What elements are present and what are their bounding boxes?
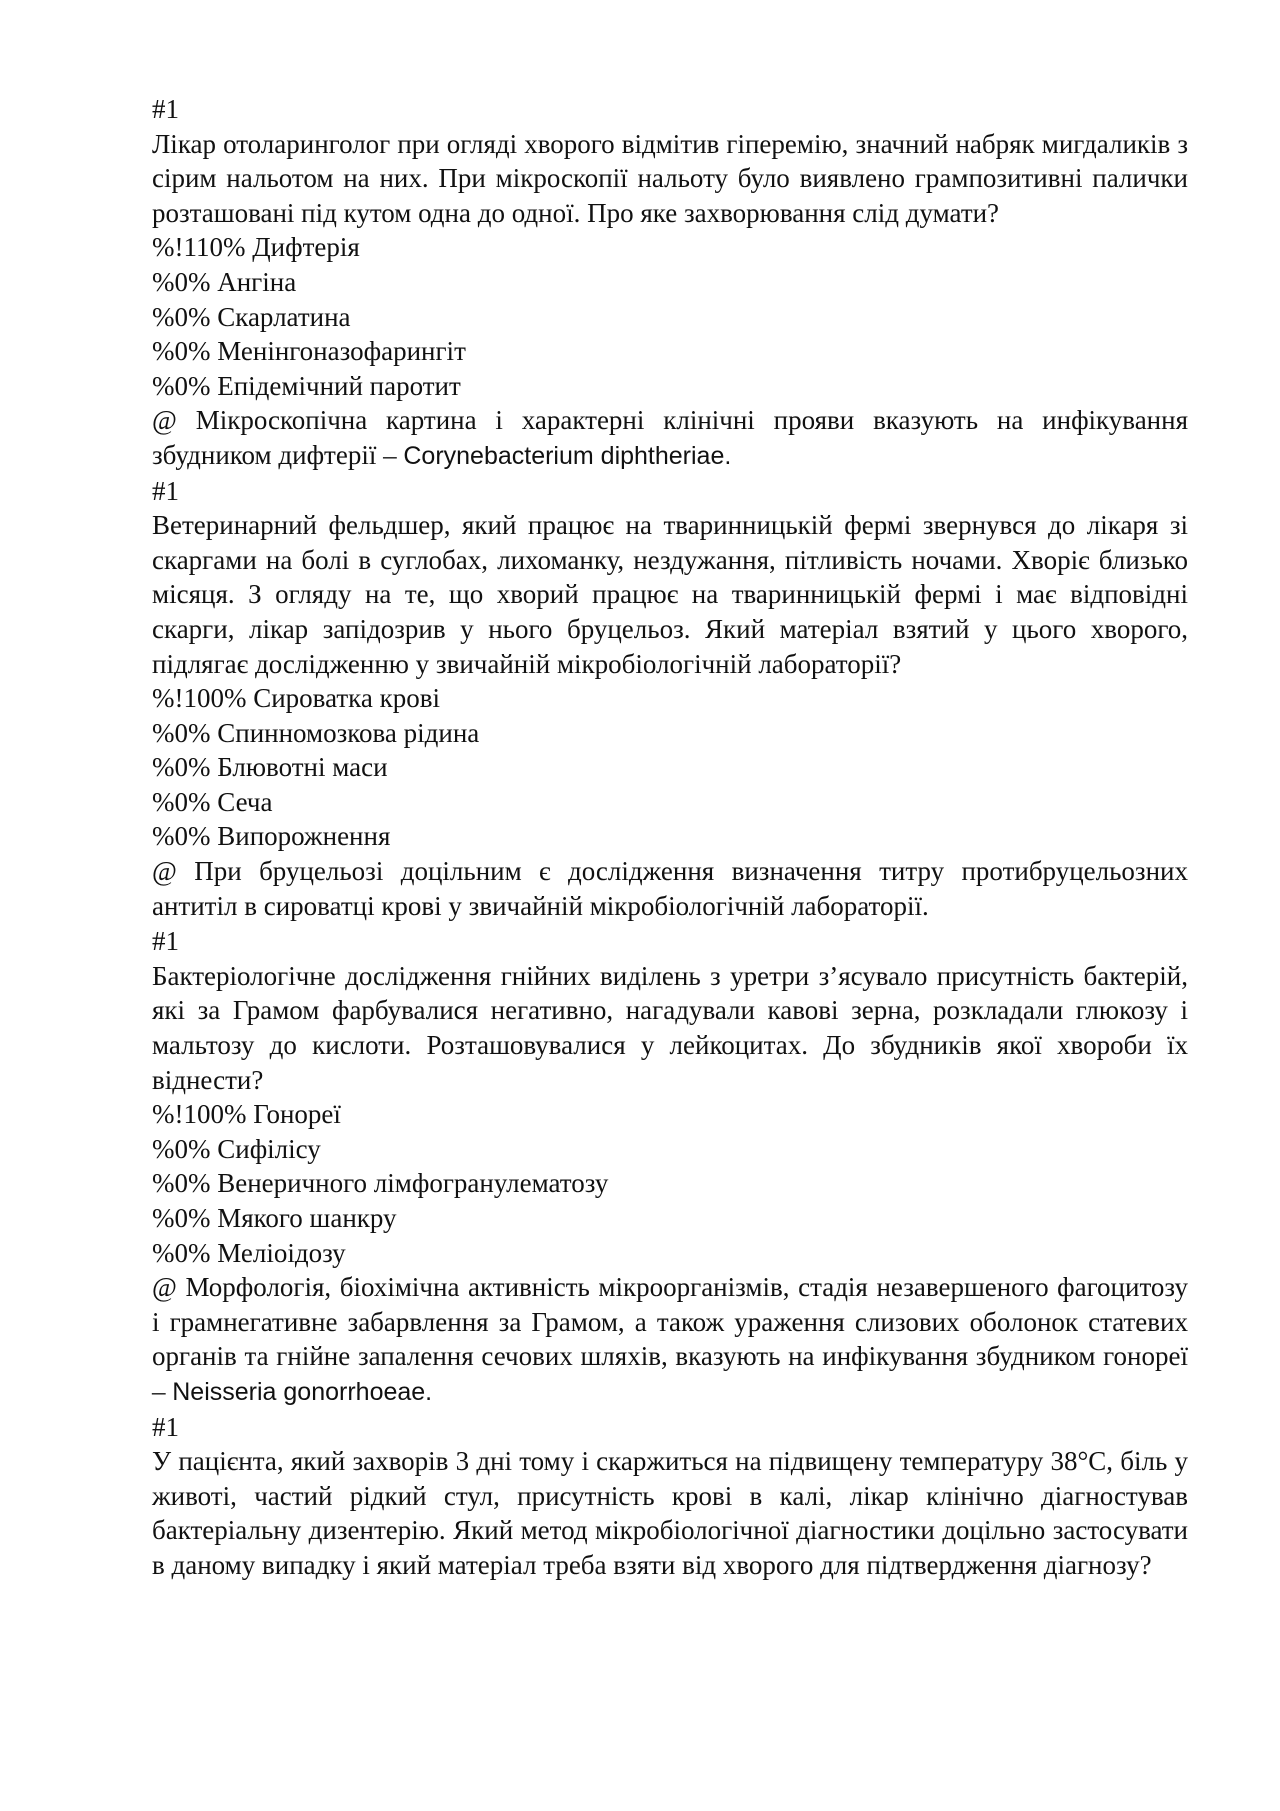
answer-option: %0% Ангіна <box>152 266 297 297</box>
answer-option: %0% Випорожнення <box>152 821 391 852</box>
pathogen-latin-name: Neisseria gonorrhoeae. <box>172 1377 433 1406</box>
answer-option: %0% Сифілісу <box>152 1133 321 1164</box>
answer-explanation <box>152 854 1188 924</box>
question-text: Ветеринарний фельдшер, який працює на тваринницькій фермі звернувся до лікаря зі скаргами на болі в суглобах, лихоманку, нездужання, пітливість ночами. Хворіє близько місяця. З огляду на те, що хворий працює на тваринницькій фермі і має відповідні скарги, лікар запідозрив у нього бруцельоз. Який матеріал взятий у цього хворого, підлягає дослідженню у звичайній мікробіологічній лабораторії? <box>152 510 1188 679</box>
question-marker: #1 <box>152 475 179 506</box>
question-block <box>152 92 1188 474</box>
question-text: Лікар отоларинголог при огляді хворого відмітив гіперемію, значний набряк мигдаликів з сірим нальотом на них. При мікроскопії нальоту було виявлено грампозитивні палички розташовані під кутом одна до одної. Про яке захворювання слід думати? <box>152 128 1188 228</box>
answer-option: %0% Блювотні маси <box>152 752 388 783</box>
question-marker: #1 <box>152 926 179 957</box>
answer-option: %0% Сеча <box>152 786 273 817</box>
answer-option: %0% Менінгоназофарингіт <box>152 336 466 367</box>
answer-option: %0% Меліоідозу <box>152 1237 346 1268</box>
answer-explanation <box>152 403 1188 473</box>
question-text: Бактеріологічне дослідження гнійних виділень з уретри з’ясувало присутність бактерій, які за Грамом фарбувалися негативно, нагадували кавові зерна, розкладали глюкозу і мальтозу до кислоти. Розташовувалися у лейкоцитах. До збудників якої хвороби їх віднести? <box>152 960 1188 1095</box>
question-block <box>152 1410 1188 1583</box>
question-block <box>152 474 1188 925</box>
answer-option-correct: %!100% Гонореї <box>152 1099 341 1130</box>
document-page <box>152 92 1188 1583</box>
answer-option-correct: %!110% Дифтерія <box>152 232 360 263</box>
answer-option-correct: %!100% Сироватка крові <box>152 683 440 714</box>
question-text: У пацієнта, який захворів 3 дні тому і скаржиться на підвищену температуру 38°С, біль у животі, частий рідкий стул, присутність крові в калі, лікар клінічно діагностував бактеріальну дизентерію. Який метод мікробіологічної діагностики доцільно застосувати в даному випадку і який матеріал треба взяти від хворого для підтвердження діагнозу? <box>152 1446 1188 1580</box>
explanation-text: @ При бруцельозі доцільним є дослідження визначення титру протибруцельозних антитіл в сироватці крові у звичайній мікробіологічній лабораторії. <box>152 856 1188 921</box>
pathogen-latin-name: Corynebacterium diphtheriae. <box>403 441 732 470</box>
answer-option: %0% Скарлатина <box>152 301 351 332</box>
question-block <box>152 924 1188 1409</box>
answer-option: %0% Спинномозкова рідина <box>152 717 480 748</box>
answer-option: %0% Епідемічний паротит <box>152 370 461 401</box>
answer-option: %0% Мякого шанкру <box>152 1203 397 1233</box>
question-marker: #1 <box>152 94 179 124</box>
question-marker: #1 <box>152 1411 179 1442</box>
explanation-text: @ Мікроскопічна картина і характерні клінічні прояви вказують на инфікування збудником дифтерії – <box>152 405 1188 470</box>
answer-option: %0% Венеричного лімфогранулематозу <box>152 1168 609 1199</box>
explanation-text: @ Морфологія, біохімічна активність мікроорганізмів, стадія незавершеного фагоцитозу і грамнегативне забарвлення за Грамом, а також ураження слизових оболонок статевих органів та гнійне запалення сечових шляхів, вказують на инфікування збудником гонореї – <box>152 1272 1188 1406</box>
answer-explanation <box>152 1270 1188 1409</box>
